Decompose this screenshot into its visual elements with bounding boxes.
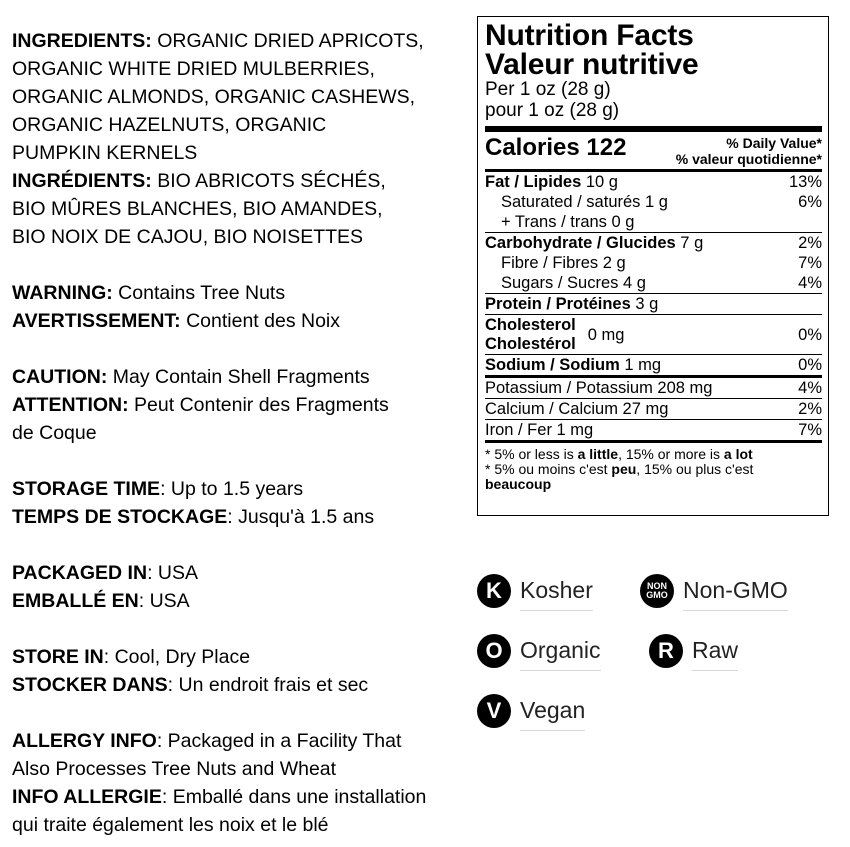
saturated-row (485, 192, 822, 212)
ingredients-en-line-5: PUMPKIN KERNELS (12, 142, 198, 164)
daily-value-en: % Daily Value* (726, 135, 822, 151)
ingredients-fr-line-2: BIO MÛRES BLANCHES, BIO AMANDES, (12, 198, 383, 220)
trans-row (485, 212, 822, 233)
organic-icon: O (477, 634, 511, 668)
footnote-en: * 5% or less is a little, 15% or more is a lot (485, 446, 753, 462)
info-allergie-line (12, 783, 467, 811)
calcium-label: Calcium / Calcium 27 mg (485, 400, 669, 418)
ingredients-en-text: ORGANIC DRIED APRICOTS, (157, 30, 424, 52)
sodium-row (485, 355, 822, 378)
cholesterol-label-fr: Cholestérol (485, 334, 576, 353)
cholesterol-amount: 0 mg (587, 325, 625, 344)
protein-label: Protein / Protéines (485, 295, 631, 313)
fat-row (485, 172, 822, 192)
carbohydrate-label: Carbohydrate / Glucides (485, 234, 676, 252)
vegan-label: Vegan (520, 697, 585, 731)
storage-label: STORAGE TIME (12, 478, 161, 500)
potassium-dv: 4% (798, 379, 822, 397)
vegan-badge (477, 691, 585, 731)
kosher-badge (477, 571, 593, 611)
packaged-text: : USA (147, 562, 198, 584)
carbohydrate-row (485, 233, 822, 253)
spacer (12, 615, 467, 643)
ingredients-fr-line-3: BIO NOIX DE CAJOU, BIO NOISETTES (12, 226, 364, 248)
info-allergie-line-2: qui traite également les noix et le blé (12, 814, 329, 836)
allergy-label: ALLERGY INFO (12, 730, 157, 752)
carbohydrate-dv: 2% (798, 234, 822, 252)
attention-line (12, 391, 467, 419)
sugars-dv: 4% (798, 274, 822, 292)
spacer (12, 447, 467, 475)
raw-label: Raw (692, 637, 738, 671)
attention-text: Peut Contenir des Fragments (134, 394, 389, 416)
stocker-label: STOCKER DANS (12, 674, 168, 696)
vegan-icon: V (477, 694, 511, 728)
emballe-line (12, 587, 467, 615)
footnote (485, 443, 822, 492)
calcium-dv: 2% (798, 400, 822, 418)
cholesterol-dv: 0% (798, 325, 822, 344)
storage-line (12, 475, 467, 503)
fat-amount: 10 g (581, 173, 618, 191)
organic-badge (477, 631, 601, 671)
spacer (12, 531, 467, 559)
sodium-dv: 0% (798, 356, 822, 374)
non-gmo-icon: NON GMO (640, 574, 674, 608)
kosher-icon: K (477, 574, 511, 608)
footnote-fr: * 5% ou moins c'est peu, 15% ou plus c'est (485, 461, 754, 477)
info-allergie-text: : Emballé dans une installation (161, 786, 427, 808)
serving-size-en: Per 1 oz (28 g) (485, 79, 611, 100)
footnote-fr-2: beaucoup (485, 476, 552, 492)
ingredients-en-line-2: ORGANIC WHITE DRIED MULBERRIES, (12, 58, 375, 80)
caution-text: May Contain Shell Fragments (112, 366, 370, 388)
stockage-text: : Jusqu'à 1.5 ans (227, 506, 375, 528)
iron-dv: 7% (798, 421, 822, 439)
avertissement-label: AVERTISSEMENT: (12, 310, 181, 332)
spacer (12, 251, 467, 279)
ingredients-fr-text: BIO ABRICOTS SÉCHÉS, (157, 170, 386, 192)
packaged-line (12, 559, 467, 587)
store-line (12, 643, 467, 671)
calories-row (485, 132, 822, 169)
emballe-label: EMBALLÉ EN (12, 590, 139, 612)
allergy-line (12, 727, 467, 755)
fibre-row (485, 253, 822, 273)
nutrition-facts-panel (477, 16, 829, 516)
spacer (12, 335, 467, 363)
stockage-line (12, 503, 467, 531)
protein-row (485, 294, 822, 315)
cholesterol-row (485, 315, 822, 355)
packaged-label: PACKAGED IN (12, 562, 148, 584)
caution-line (12, 363, 467, 391)
attention-line-2: de Coque (12, 422, 97, 444)
avertissement-line (12, 307, 467, 335)
store-label: STORE IN (12, 646, 104, 668)
nutrition-title-en: Nutrition Facts (485, 19, 694, 52)
stockage-label: TEMPS DE STOCKAGE (12, 506, 228, 528)
iron-label: Iron / Fer 1 mg (485, 421, 594, 439)
carbohydrate-amount: 7 g (675, 234, 704, 252)
caution-label: CAUTION: (12, 366, 108, 388)
allergy-text: : Packaged in a Facility That (156, 730, 402, 752)
fibre-dv: 7% (798, 254, 822, 272)
serving-size-fr: pour 1 oz (28 g) (485, 100, 620, 121)
fibre-label: Fibre / Fibres 2 g (501, 254, 626, 272)
ingredients-en-line-1 (12, 27, 467, 55)
daily-value-header (676, 135, 822, 167)
saturated-label: Saturated / saturés 1 g (501, 193, 668, 211)
warning-text: Contains Tree Nuts (118, 282, 286, 304)
saturated-dv: 6% (798, 193, 822, 211)
warning-label: WARNING: (12, 282, 113, 304)
non-gmo-badge (640, 571, 788, 611)
ingredients-fr-line-1 (12, 167, 467, 195)
organic-label: Organic (520, 637, 601, 671)
store-text: : Cool, Dry Place (103, 646, 251, 668)
warning-line (12, 279, 467, 307)
protein-amount: 3 g (630, 295, 659, 313)
potassium-row (485, 378, 822, 399)
storage-text: : Up to 1.5 years (160, 478, 304, 500)
attention-label: ATTENTION: (12, 394, 129, 416)
ingredients-en-label: INGREDIENTS: (12, 30, 152, 52)
cholesterol-label-en: Cholesterol (485, 315, 576, 334)
calories: Calories 122 (485, 134, 627, 161)
stocker-line (12, 671, 467, 699)
trans-label: + Trans / trans 0 g (501, 213, 635, 231)
emballe-text: : USA (138, 590, 190, 612)
avertissement-text: Contient des Noix (186, 310, 340, 332)
fat-dv: 13% (788, 173, 822, 191)
fat-label: Fat / Lipides (485, 173, 582, 191)
product-info-column (12, 27, 467, 839)
sodium-label: Sodium / Sodium (485, 356, 620, 374)
calcium-row (485, 399, 822, 420)
sugars-row (485, 273, 822, 294)
non-gmo-label: Non-GMO (683, 577, 788, 611)
nutrition-title-fr: Valeur nutritive (485, 48, 699, 81)
allergy-line-2: Also Processes Tree Nuts and Wheat (12, 758, 337, 780)
raw-icon: R (649, 634, 683, 668)
info-allergie-label: INFO ALLERGIE (12, 786, 162, 808)
kosher-label: Kosher (520, 577, 593, 611)
ingredients-fr-label: INGRÉDIENTS: (12, 170, 152, 192)
iron-row (485, 420, 822, 443)
potassium-label: Potassium / Potassium 208 mg (485, 379, 713, 397)
ingredients-en-line-3: ORGANIC ALMONDS, ORGANIC CASHEWS, (12, 86, 416, 108)
stocker-text: : Un endroit frais et sec (167, 674, 369, 696)
sugars-label: Sugars / Sucres 4 g (501, 274, 646, 292)
daily-value-fr: % valeur quotidienne* (675, 151, 822, 167)
sodium-amount: 1 mg (619, 356, 662, 374)
spacer (12, 699, 467, 727)
raw-badge (649, 631, 738, 671)
ingredients-en-line-4: ORGANIC HAZELNUTS, ORGANIC (12, 114, 327, 136)
